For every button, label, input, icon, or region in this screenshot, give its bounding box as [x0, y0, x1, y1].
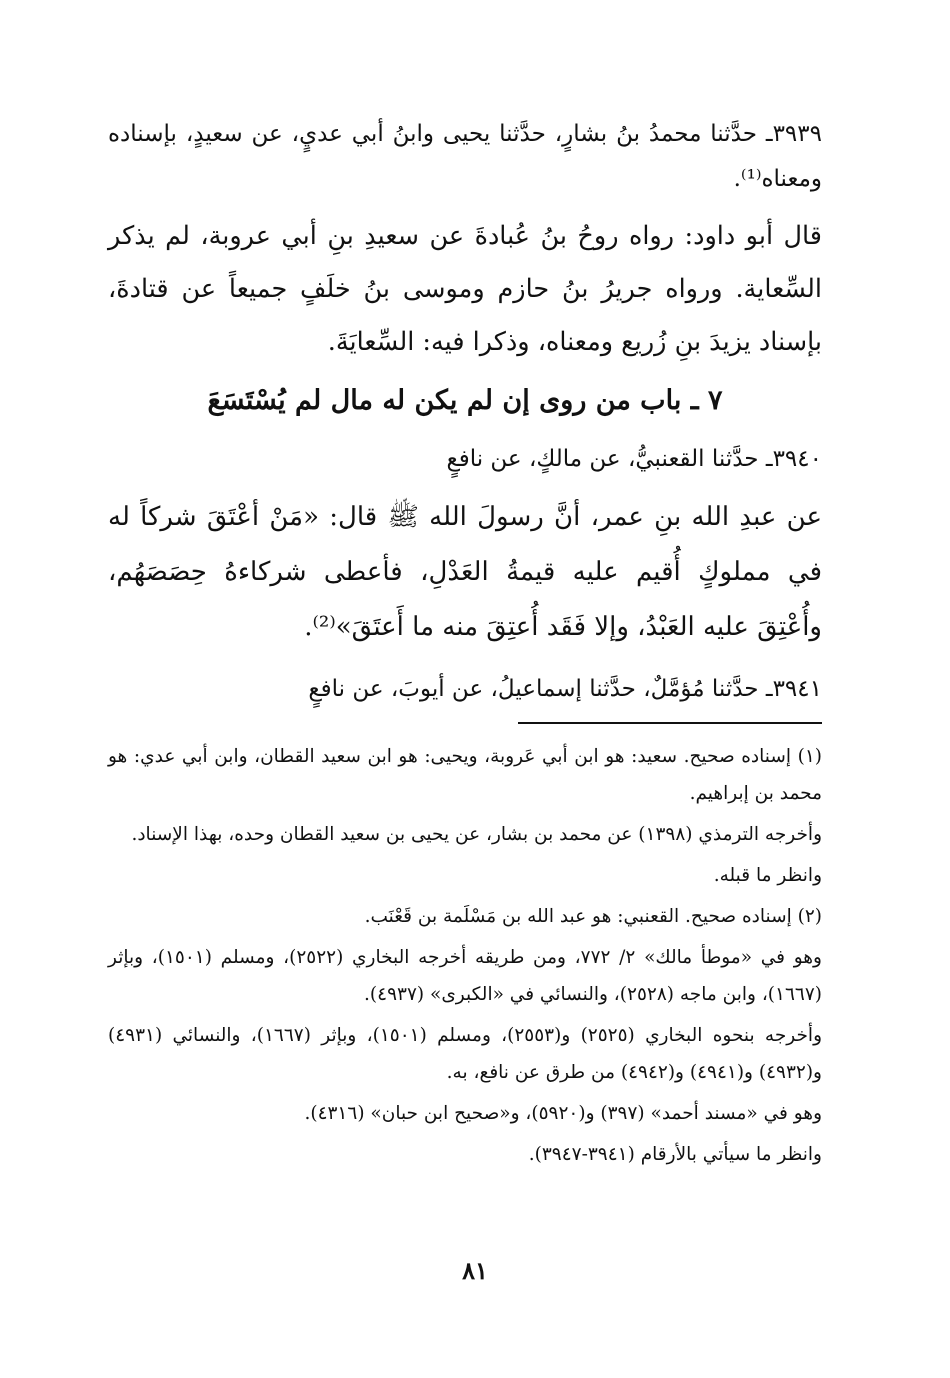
hadith-3939: ٣٩٣٩ـ حدَّثنا محمدُ بنُ بشارٍ، حدَّثنا يحيى وابنُ أبي عديٍ، عن سعيدٍ، بإسناده ومعناه⁽¹⁾.: [108, 121, 822, 192]
chapter-heading: ٧ ـ باب من روى إن لم يكن له مال لم يُسْتَسَعَ: [207, 385, 723, 416]
footnotes: [108, 738, 822, 1173]
abu-dawud-note: قال أبو داود: رواه روحُ بنُ عُبادةَ عن سعيدِ بنِ أبي عروبة، لم يذكر السِّعاية. ورواه جريرُ بنُ حازم وموسى بنُ خلَفٍ جميعاً عن قتادةَ، بإسناد يزيدَ بنِ زُريع ومعناه، وذكرا فيه: السِّعايَةَ.: [108, 221, 822, 357]
footnote-1: (١) إسناده صحيح. سعيد: هو ابن أبي عَروبة، ويحيى: هو ابن سعيد القطان، وابن أبي عدي: هو محمد بن إبراهيم.: [108, 746, 822, 804]
hadith-3940-isnad: ٣٩٤٠ـ حدَّثنا القعنبيُّ، عن مالكٍ، عن نافعٍ: [446, 446, 822, 472]
footnote-1-takhrij: وأخرجه الترمذي (١٣٩٨) عن محمد بن بشار، عن يحيى بن سعيد القطان وحده، بهذا الإسناد.: [131, 824, 822, 845]
footnote-1-see-also: وانظر ما قبله.: [713, 865, 822, 886]
footnote-2-takhrij: وأخرجه بنحوه البخاري (٢٥٢٥) و(٢٥٥٣)، ومسلم (١٥٠١)، وبإثر (١٦٦٧)، والنسائي (٤٩٣١) و(٤٩٣٢) و(٤٩٤١) و(٤٩٤٢) من طرق عن نافع، به.: [108, 1025, 823, 1083]
footnote-2-see-also: وانظر ما سيأتي بالأرقام (٣٩٤١-٣٩٤٧).: [528, 1144, 822, 1165]
footnote-2-musnad: وهو في «مسند أحمد» (٣٩٧) و(٥٩٢٠)، و«صحيح ابن حبان» (٤٣١٦).: [304, 1103, 822, 1124]
footnote-separator: [518, 722, 822, 724]
footnote-2-muwatta: وهو في «موطأ مالك» ٢/ ٧٧٢، ومن طريقه أخرجه البخاري (٢٥٢٢)، ومسلم (١٥٠١)، وبإثر (١٦٦٧)، وابن ماجه (٢٥٢٨)، والنسائي في «الكبرى» (٤٩٣٧).: [108, 947, 822, 1005]
page-number: ٨١: [462, 1256, 488, 1285]
footnote-2: (٢) إسناده صحيح. القعنبي: هو عبد الله بن مَسْلَمة بن قَعْنَب.: [364, 906, 822, 927]
hadith-3941-isnad: ٣٩٤١ـ حدَّثنا مُؤمَّلٌ، حدَّثنا إسماعيلُ، عن أيوبَ، عن نافعٍ: [308, 676, 822, 702]
hadith-3940-matn: عن عبدِ الله بنِ عمر، أنَّ رسولَ الله ﷺ قال: «مَنْ أعْتَقَ شركاً له في مملوكٍ أُقيم عليه قيمةُ العَدْلِ، فأعطى شركاءهُ حِصَصَهُم، وأُعْتِقَ عليه العَبْدُ، وإلا فَقَد أُعتِقَ منه ما أَعتَقَ»⁽²⁾.: [108, 502, 822, 642]
page-content: [108, 112, 822, 1177]
